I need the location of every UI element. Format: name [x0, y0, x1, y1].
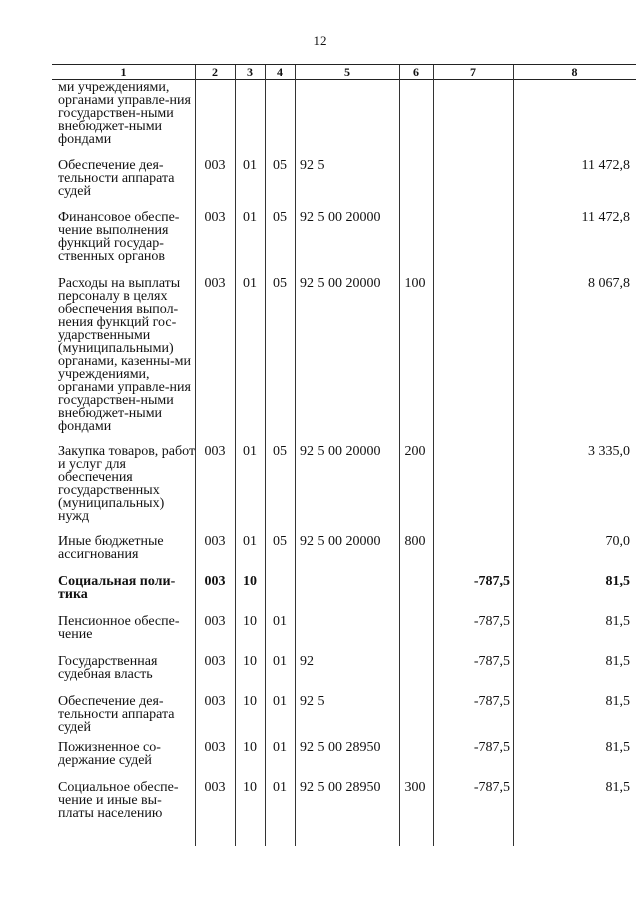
header-col-8: 8 [571, 65, 578, 79]
column-divider [433, 65, 434, 846]
row-subsection: 01 [273, 614, 287, 629]
row-target-item: 92 5 00 20000 [300, 534, 381, 549]
row-code: 003 [204, 534, 226, 549]
row-expense-type: 300 [404, 780, 426, 795]
header-col-3: 3 [247, 65, 253, 79]
row-section: 10 [243, 694, 257, 709]
header-col-1: 1 [120, 65, 127, 79]
row-change: -787,5 [473, 780, 510, 795]
row-subsection: 01 [273, 740, 287, 755]
row-subsection: 05 [273, 276, 287, 291]
row-subsection: 05 [273, 444, 287, 459]
row-amount: 81,5 [605, 574, 630, 589]
row-code: 003 [204, 444, 226, 459]
row-name: Финансовое обеспе-чение выполнения функций государ-ственных органов [58, 210, 180, 264]
row-change: -787,5 [473, 574, 510, 589]
row-name: Обеспечение дея-тельности аппарата судей [58, 694, 175, 735]
row-name: Пенсионное обеспе-чение [58, 614, 180, 642]
row-name: ми учреждениями, органами управле-ния государствен-ными внебюджет-ными фондами [58, 80, 191, 147]
row-code: 003 [204, 210, 226, 225]
row-expense-type: 800 [404, 534, 426, 549]
row-target-item: 92 [300, 654, 314, 669]
row-code: 003 [204, 276, 226, 291]
row-name: Закупка товаров, работ и услуг для обеспечения государственных (муниципальных) нужд [58, 444, 196, 524]
row-expense-type: 200 [404, 444, 426, 459]
row-target-item: 92 5 00 20000 [300, 210, 381, 225]
row-name: Расходы на выплаты персоналу в целях обеспечения выпол-нения функций гос-ударственными (муниципальными) органами, казенны-ми учреждениями, органами управле-ния государствен-ными внебюджет-ными фондами [58, 276, 191, 434]
row-subsection: 05 [273, 534, 287, 549]
row-name: Государственная судебная власть [58, 654, 158, 682]
row-change: -787,5 [473, 654, 510, 669]
header-col-6: 6 [413, 65, 419, 79]
row-subsection: 01 [273, 654, 287, 669]
row-subsection: 05 [273, 210, 287, 225]
row-subsection: 01 [273, 780, 287, 795]
budget-table [52, 64, 636, 846]
row-subsection: 01 [273, 694, 287, 709]
row-amount: 81,5 [605, 780, 630, 795]
header-col-5: 5 [344, 65, 350, 79]
row-amount: 81,5 [605, 614, 630, 629]
row-code: 003 [204, 694, 226, 709]
row-name: Социальная поли-тика [58, 574, 176, 602]
row-code: 003 [204, 654, 226, 669]
row-expense-type: 100 [404, 276, 426, 291]
row-code: 003 [204, 780, 226, 795]
row-change: -787,5 [473, 614, 510, 629]
row-section: 10 [243, 614, 257, 629]
row-subsection: 05 [273, 158, 287, 173]
row-name: Пожизненное со-держание судей [58, 740, 161, 768]
row-target-item: 92 5 00 20000 [300, 276, 381, 291]
row-amount: 81,5 [605, 740, 630, 755]
row-code: 003 [204, 614, 226, 629]
row-section: 01 [243, 444, 257, 459]
row-section: 10 [243, 740, 257, 755]
row-target-item: 92 5 00 20000 [300, 444, 381, 459]
row-section: 01 [243, 534, 257, 549]
row-target-item: 92 5 [300, 158, 325, 173]
row-code: 003 [204, 158, 226, 173]
row-amount: 8 067,8 [588, 276, 630, 291]
column-divider [295, 65, 296, 846]
row-amount: 81,5 [605, 654, 630, 669]
row-target-item: 92 5 00 28950 [300, 740, 381, 755]
row-section: 01 [243, 276, 257, 291]
column-divider [513, 65, 514, 846]
row-amount: 81,5 [605, 694, 630, 709]
row-section: 01 [243, 210, 257, 225]
row-target-item: 92 5 [300, 694, 325, 709]
row-target-item: 92 5 00 28950 [300, 780, 381, 795]
table-header [52, 65, 636, 80]
row-section: 01 [243, 158, 257, 173]
header-col-2: 2 [212, 65, 218, 79]
row-section: 10 [243, 574, 257, 589]
row-section: 10 [243, 780, 257, 795]
row-amount: 11 472,8 [581, 210, 630, 225]
header-col-7: 7 [470, 65, 476, 79]
row-amount: 70,0 [605, 534, 630, 549]
row-change: -787,5 [473, 694, 510, 709]
row-amount: 3 335,0 [588, 444, 630, 459]
row-code: 003 [204, 574, 226, 589]
row-change: -787,5 [473, 740, 510, 755]
row-name: Иные бюджетные ассигнования [58, 534, 164, 562]
row-name: Социальное обеспе-чение и иные вы-платы населению [58, 780, 179, 821]
header-col-4: 4 [277, 65, 283, 79]
row-name: Обеспечение дея-тельности аппарата судей [58, 158, 175, 199]
row-code: 003 [204, 740, 226, 755]
row-amount: 11 472,8 [581, 158, 630, 173]
page-number: 12 [313, 33, 327, 48]
row-section: 10 [243, 654, 257, 669]
